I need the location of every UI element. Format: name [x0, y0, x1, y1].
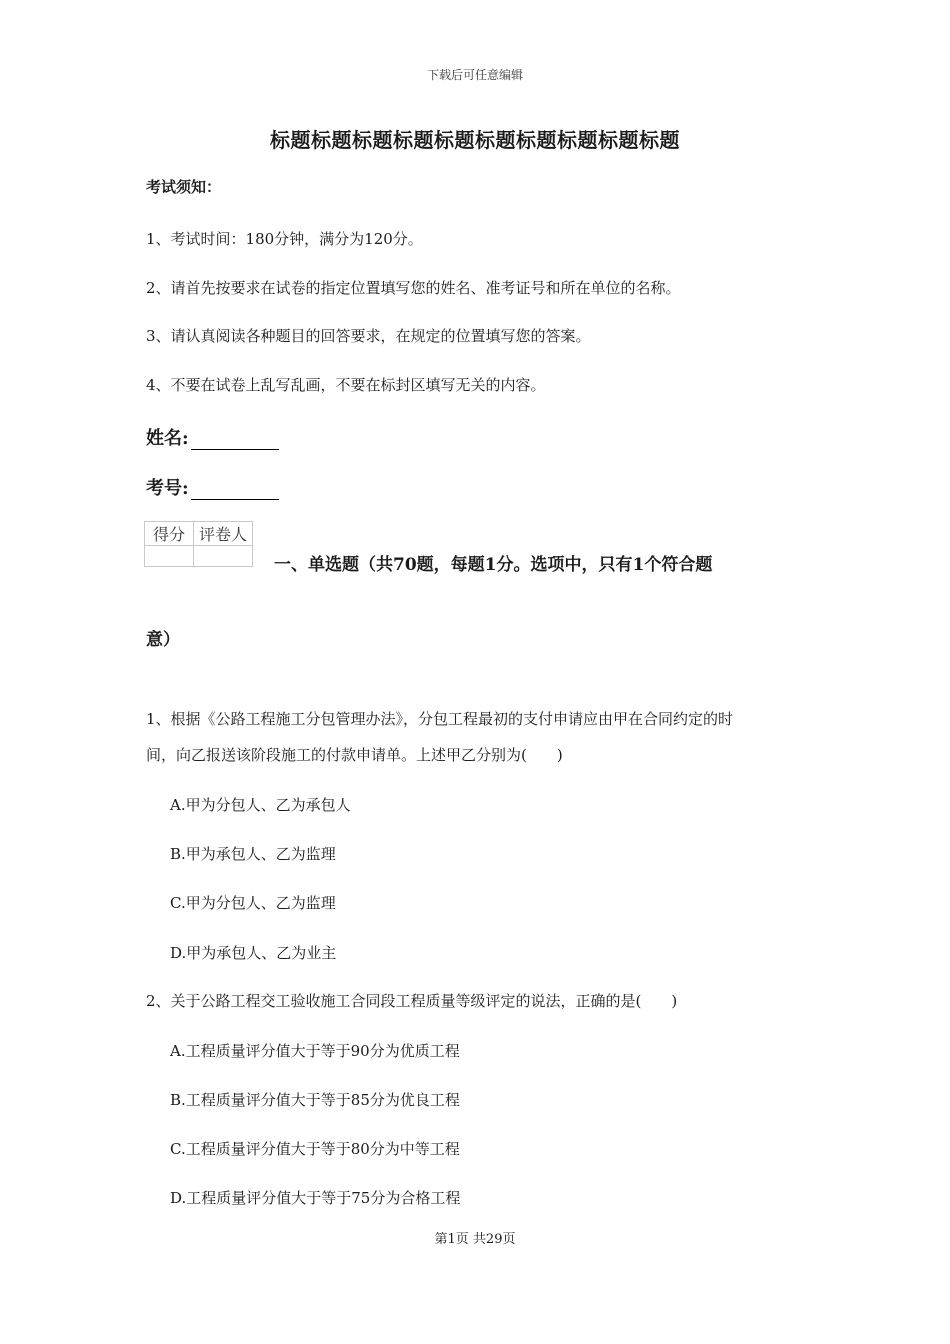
answer-option[interactable]: C.甲为分包人、乙为监理	[170, 894, 336, 912]
exam-number-blank[interactable]	[191, 481, 279, 500]
answer-option[interactable]: D.工程质量评分值大于等于75分为合格工程	[170, 1189, 461, 1207]
notice-item: 4、不要在试卷上乱写乱画，不要在标封区填写无关的内容。	[146, 376, 546, 394]
answer-option[interactable]: A.甲为分包人、乙为承包人	[170, 796, 351, 814]
answer-option[interactable]: A.工程质量评分值大于等于90分为优质工程	[170, 1042, 460, 1060]
exam-number-field[interactable]	[146, 474, 279, 500]
question-text: 1、根据《公路工程施工分包管理办法》，分包工程最初的支付申请应由甲在合同约定的时	[146, 710, 734, 728]
notice-item: 3、请认真阅读各种题目的回答要求，在规定的位置填写您的答案。	[146, 327, 591, 345]
name-blank[interactable]	[191, 431, 279, 450]
exam-number-label: 考号:	[146, 478, 189, 499]
notice-item: 2、请首先按要求在试卷的指定位置填写您的姓名、准考证号和所在单位的名称。	[146, 279, 681, 297]
answer-option[interactable]: D.甲为承包人、乙为业主	[170, 944, 337, 962]
score-cell[interactable]	[145, 546, 194, 567]
header-note: 下载后可任意编辑	[426, 68, 523, 82]
answer-option[interactable]: B.工程质量评分值大于等于85分为优良工程	[170, 1091, 460, 1109]
score-table	[144, 521, 253, 567]
section-title-continued: 意）	[146, 630, 180, 650]
page-title: 标题标题标题标题标题标题标题标题标题标题	[270, 128, 680, 152]
grader-header: 评卷人	[194, 522, 253, 546]
name-label: 姓名:	[146, 428, 189, 449]
answer-option[interactable]: C.工程质量评分值大于等于80分为中等工程	[170, 1140, 460, 1158]
name-field[interactable]	[146, 424, 279, 450]
question-text: 2、关于公路工程交工验收施工合同段工程质量等级评定的说法，正确的是( )	[146, 992, 678, 1010]
grader-cell[interactable]	[194, 546, 253, 567]
question-text: 间，向乙报送该阶段施工的付款申请单。上述甲乙分别为( )	[146, 746, 563, 764]
notice-heading: 考试须知：	[146, 178, 222, 196]
page-footer: 第1页 共29页	[434, 1232, 516, 1247]
notice-item: 1、考试时间：180分钟，满分为120分。	[146, 230, 423, 248]
score-header: 得分	[145, 522, 194, 546]
section-title: 一、单选题（共70题，每题1分。选项中，只有1个符合题	[274, 555, 713, 575]
answer-option[interactable]: B.甲为承包人、乙为监理	[170, 845, 336, 863]
